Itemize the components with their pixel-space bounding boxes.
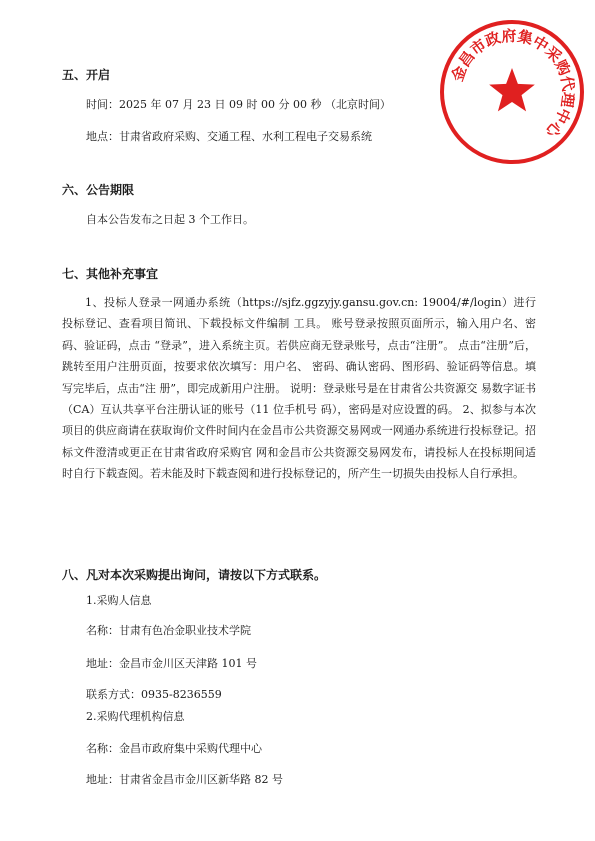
opening-place: 地点：甘肃省政府采购、交通工程、水利工程电子交易系统 <box>86 130 372 143</box>
purchaser-name: 名称：甘肃有色冶金职业技术学院 <box>86 624 251 637</box>
opening-time: 时间：2025 年 07 月 23 日 09 时 00 分 00 秒 （北京时间） <box>86 98 391 111</box>
agency-address: 地址：甘肃省金昌市金川区新华路 82 号 <box>86 773 283 786</box>
official-seal-icon <box>432 12 592 172</box>
purchaser-info-title: 1.采购人信息 <box>86 594 152 607</box>
agency-info-title: 2.采购代理机构信息 <box>86 710 185 723</box>
star-icon <box>489 68 535 111</box>
supplementary-paragraph: 1、投标人登录一网通办系统（https://sjfz.ggzyjy.gansu.gov.cn: 19004/#/login）进行投标登记、查看项目简讯、下载投标文件编制 工具。 账号登录按照页面所示，输入用户名、密码、验证码，点击 “登录”，进入系统主页。若供应商无登录账号，点击“注册”。 点击“注册”后，跳转至用户注册页面，按要求依次填写：用户名、 密码、确认密码、图形码、验证码等信息。填写完毕后，点击“注 册”，即完成新用户注册。 说明：登录账号是在甘肃省公共资源交 易数字证书（CA）互认共享平台注册认证的账号（11 位手机号 码），密码是对应设置的码。 2、拟参与本次项目的供应商请在获取询价文件时间内在金昌市公共资源交易网或一网通办系统进行投标登记。招标文件澄清或更正在甘肃省政府采购官 网和金昌市公共资源交易网发布，请投标人在投标期间适时自行下载查阅。若未能及时下载查阅和进行投标登记的，所产生一切损失由投标人自行承担。 <box>62 296 536 481</box>
svg-text:金昌市政府集中采购代理中心: 金昌市政府集中采购代理中心 <box>448 26 578 142</box>
section-5-heading: 五、开启 <box>62 68 111 82</box>
purchaser-address: 地址：金昌市金川区天津路 101 号 <box>86 657 257 670</box>
section-8-heading: 八、凡对本次采购提出询问，请按以下方式联系。 <box>62 568 327 582</box>
section-7-heading: 七、其他补充事宜 <box>62 267 159 281</box>
notice-period-text: 自本公告发布之日起 3 个工作日。 <box>86 213 254 226</box>
purchaser-contact: 联系方式：0935-8236559 <box>86 688 222 701</box>
agency-name: 名称：金昌市政府集中采购代理中心 <box>86 742 262 755</box>
section-6-heading: 六、公告期限 <box>62 183 135 197</box>
